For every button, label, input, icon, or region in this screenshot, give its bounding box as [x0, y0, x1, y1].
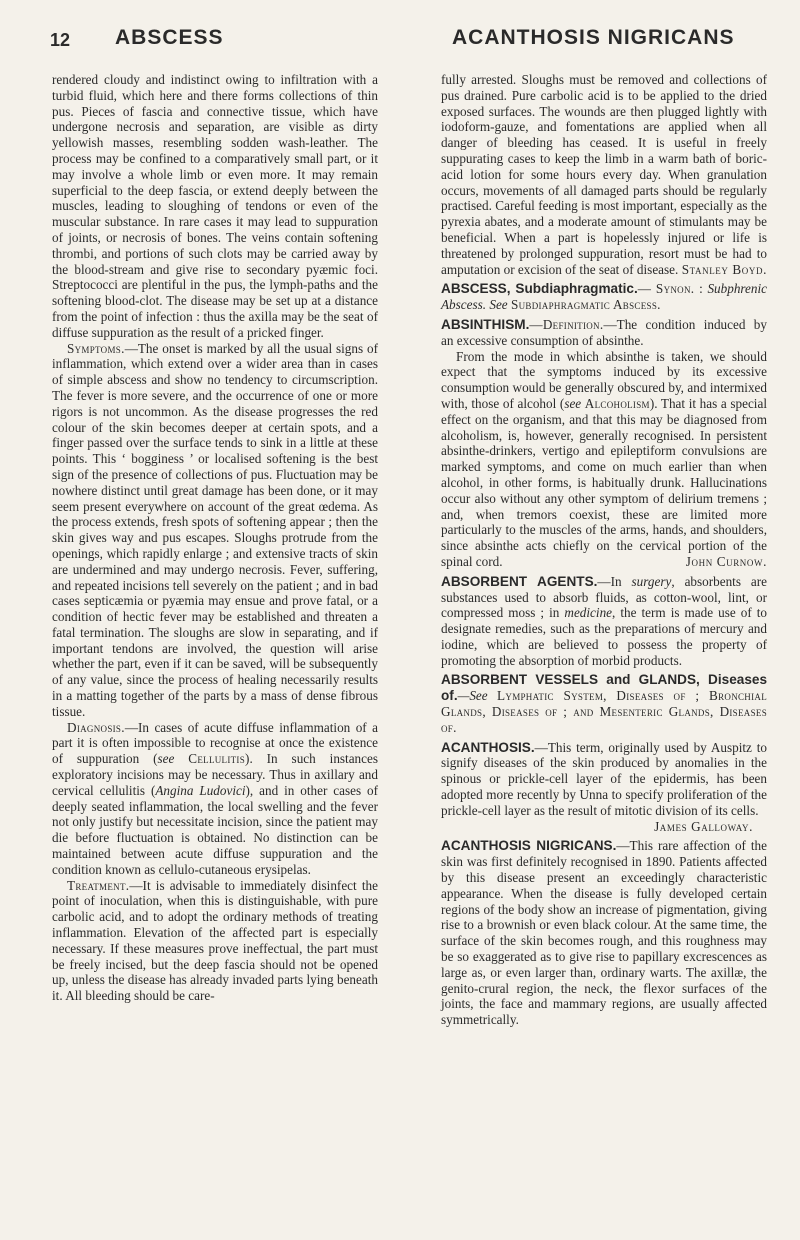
entry-headword: ACANTHOSIS.	[441, 739, 535, 755]
symptoms-text: —The onset is marked by all the usual signs of inflammation, which extend over a wider area than in cases of simple abscess and show no tendency to circumscription. The fever is more severe, and the occurrence of one or more rigors is not uncommon. As the disease progresses the red colour of the skin becomes deeper at certain spots, and a finger passed over the surface tends to sink in a little at these points. This ‘ bogginess ’ or localised softening is the best sign of the presence of collections of pus. Fluctuation may be nowhere distinct until great damage has been done, or it may seem present everywhere on account of the great œdema. As the process extends, fresh spots of softening appear ; then the skin gives way and pus escapes. Sloughs protrude from the openings, which rapidly enlarge ; and extensive tracts of skin are undermined and may undergo necrosis. Fever, suffering, and repeated incisions tell severely on the patient ; and in bad cases septicæmia or pyæmia may ensue and prove fatal, or a condition of hectic fever may be established and threaten a fatal termination. The sloughs are slow in separating, and if important tendons are involved, the question will arise whether the part, even if it can be saved, will be subsequently of any value, since the process of healing necessarily results in a matting together of the parts by a mass of dense fibrous tissue.	[52, 340, 378, 719]
entry-synonym: Subphrenic Abscess.	[441, 281, 768, 313]
diagnosis-angina: Angina Ludovici	[155, 782, 246, 798]
entry-acanthosis-nigricans	[441, 838, 767, 1028]
diagnosis-text-2: ). In such instances exploratory incisions may be necessary. Thus in axillary and cervical cellulitis (	[52, 751, 378, 798]
author-signature: John Curnow.	[685, 553, 767, 569]
entry-headword: ACANTHOSIS NIGRICANS.	[441, 838, 617, 854]
entry-headword: ABSORBENT VESSELS and GLANDS, Diseases of.	[441, 672, 767, 704]
entry-text-1: —In	[597, 573, 632, 589]
treatment-continued-paragraph	[441, 72, 767, 277]
entry-text: —This rare affection of the skin was first definitely recognised in 1890. Patients affected by this disease present an exceedingly characteristic appearance. When the disease is fully developed certain regions of the body show an increase of pigmentation, giving rise to a brownish or even black colour. At the same time, the surface of the skin becomes rough, and this roughness may be so exaggerated as to give rise to papillary excrescences as large as, or even larger than, ordinary warts. The axillæ, the genito-crural region, the neck, the flexor surfaces of the joints, the face and mammary regions, are usually affected symmetrically.	[441, 838, 767, 1028]
right-running-title: ACANTHOSIS NIGRICANS	[452, 26, 735, 49]
treatment-label: Treatment.	[67, 877, 130, 893]
diagnosis-label: Diagnosis.	[67, 719, 125, 735]
entry-headword: ABSINTHISM.	[441, 316, 530, 332]
diagnosis-see: see	[157, 751, 175, 767]
diagnosis-text-1: —In cases of acute diffuse inflammation of a part it is often impossible to recognise at once the existence of suppuration (	[52, 719, 378, 767]
abscess-continued-paragraph: rendered cloudy and indistinct owing to infiltration with a turbid fluid, which here and there forms collections of thin pus. Pieces of fascia and connective tissue, which have undergone necrosis and separation, are visible as dirty yellowish masses, resembling sodden wash-leather. The process may be confined to a comparatively small part, or it may involve a whole limb or even more. It may remain superficial to the deep fascia, or extend deeply between the muscles, leading to sloughing of tendons or even of the muscular substance. In rare cases it may lead to suppuration of joints, or necrosis of bones. The veins contain softening thrombi, and portions of such clots may be carried away by the blood-stream and give rise to secondary pyæmic foci. Streptococci are plentiful in the pus, the lymph-paths and the softening blood-clot. The disease may be set up at a distance from the point of infection : thus the axilla may be the seat of diffuse suppuration as the result of a pricked finger.	[52, 72, 378, 340]
absinthism-cross-ref: Alcoholism	[584, 395, 650, 411]
entry-headword: ABSCESS, Subdiaphragmatic.	[441, 281, 638, 297]
entry-text-3: , the term is made use of to designate remedies, such as the preparations of mercury and iodine, which are believed to possess the property of promoting the absorption of morbid products.	[441, 605, 767, 668]
entry-acanthosis	[441, 740, 767, 819]
entry-synonym-label: — Synon. :	[637, 281, 704, 297]
diagnosis-cross-ref: Cellulitis	[188, 751, 246, 767]
symptoms-label: Symptoms.	[67, 340, 125, 356]
entry-italic-surgery: surgery	[631, 573, 672, 589]
entry-text: —This term, originally used by Auspitz to signify diseases of the skin produced by anomalies in the spinous or prickle-cell layer of the epidermis, has been adopted more recently by Unna to specify proliferation of the prickle-cell layer as the result of mitotic division of its cells.	[441, 739, 767, 818]
absinthism-see: see	[564, 395, 582, 411]
diagnosis-paragraph	[52, 720, 378, 878]
treatment-text: —It is advisable to immediately disinfect the point of inoculation, when this is distinguishable, with pure carbolic acid, and to adopt the ordinary methods of treating inflammation. Elevation of the affected part is especially necessary. If these measures prove ineffectual, the part must be freely incised, but the deep fascia should not be opened up, unless the disease has already invaded parts lying beneath it. All bleeding should be care-	[52, 877, 378, 1004]
entry-italic-medicine: medicine	[564, 605, 613, 621]
left-running-title: ABSCESS	[115, 26, 224, 49]
entry-headword: ABSORBENT AGENTS.	[441, 573, 598, 589]
author-signature: James Galloway.	[654, 818, 753, 834]
entry-cross-refs: Lymphatic System, Diseases of ; Bronchial Glands, Diseases of ; and Mesenteric Glands, Diseases of.	[441, 688, 768, 735]
running-head	[0, 24, 800, 54]
definition-text: —The condition induced by an excessive consumption of absinthe.	[441, 316, 767, 348]
treatment-paragraph	[52, 878, 378, 1004]
left-column	[52, 72, 378, 1004]
entry-absorbent-vessels	[441, 672, 767, 735]
absinthism-text-1: From the mode in which absinthe is taken, we should expect that the symptoms induced by its excessive consumption would be generally obscured by, and intermixed with, those of alcohol (	[441, 348, 767, 411]
symptoms-paragraph	[52, 341, 378, 720]
diagnosis-text-3: ), and in other cases of deeply seated inflammation, the local swelling and the fever not only justify but necessitate incision, since the patient may die before fluctuation is obtained. No distinction can be maintained between acute diffuse suppuration and the condition known as cellulo-cutaneous erysipelas.	[52, 782, 378, 877]
entry-absorbent-agents	[441, 574, 767, 669]
right-column	[441, 72, 767, 1028]
absinthism-text-2: ). That it has a special effect on the organism, and that this may be diagnosed from alcoholism, is, however, generally recognised. In persistent absinthe-drinkers, vertigo and epileptiform convulsions are marked symptoms, and come on much earlier than when alcohol, in other forms, is habitually drunk. Hallucinations occur also without any other symptom of delirium tremens ; and, when tremors coexist, these are limited more particularly to the muscles of the arms, hands, and shoulders, since absinthe acts chiefly on the cervical portion of the spinal cord.	[441, 395, 767, 569]
author-signature: Stanley Boyd.	[681, 261, 767, 277]
absinthism-paragraph	[441, 349, 767, 570]
entry-cross-ref: Subdiaphragmatic Abscess.	[510, 297, 661, 313]
entry-absinthism	[441, 317, 767, 349]
page-number: 12	[50, 30, 71, 50]
entry-see: —See	[457, 688, 488, 704]
entry-see: See	[489, 297, 508, 313]
entry-text-2: , absorbents are substances used to absorb fluids, as cotton-wool, lint, or compressed moss ; in	[441, 573, 767, 621]
definition-label: —Definition.	[529, 316, 604, 332]
entry-abscess-subdiaphragmatic	[441, 281, 767, 313]
treatment-continued-text: fully arrested. Sloughs must be removed and collections of pus drained. Pure carbolic acid is to be applied to the dried exposed surfaces. The wounds are then plugged lightly with iodoform-gauze, and fomentations are applied when all danger of bleeding has ceased. It is useful in freely suppurating cases to keep the limb in a warm bath of boric-acid lotion for some hours every day. When granulation occurs, movements of all damaged parts should be regularly practised. Careful feeding is most important, especially as the pyrexia abates, and a moderate amount of stimulants may be beneficial. When a part is hopelessly injured or life is threatened by prolonged suppuration, resort must be had to amputation or excision of the seat of disease.	[441, 72, 767, 277]
